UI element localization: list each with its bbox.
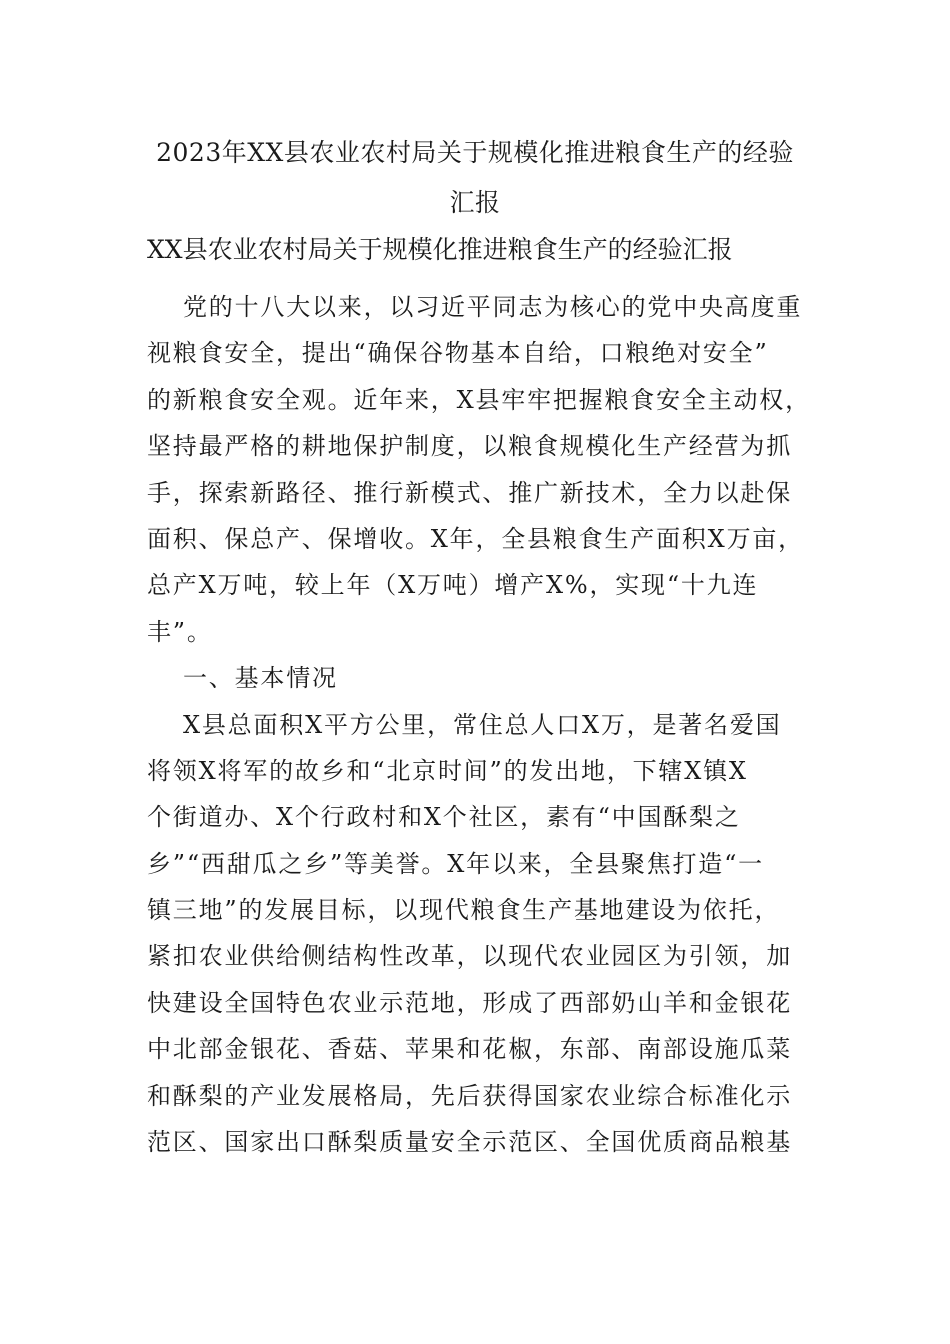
- paragraph-line: 快建设全国特色农业示范地，形成了西部奶山羊和金银花: [147, 988, 792, 1017]
- paragraph-line: 面积、保总产、保增收。X年，全县粮食生产面积X万亩，: [147, 524, 804, 553]
- paragraph-line: 丰”。: [147, 617, 213, 646]
- document-body: [147, 284, 815, 1165]
- paragraph-line: 乡”“西甜瓜之乡”等美誉。X年以来，全县聚焦打造“一: [147, 849, 764, 878]
- paragraph-line: 坚持最严格的耕地保护制度，以粮食规模化生产经营为抓: [147, 432, 792, 461]
- document-subtitle: XX县农业农村局关于规模化推进粮食生产的经验汇报: [147, 235, 733, 264]
- paragraph-line: 范区、国家出口酥梨质量安全示范区、全国优质商品粮基: [147, 1128, 792, 1157]
- paragraph-line: 视粮食安全，提出“确保谷物基本自给，口粮绝对安全”: [147, 339, 769, 368]
- paragraph-line: 紧扣农业供给侧结构性改革，以现代农业园区为引领，加: [147, 942, 792, 971]
- paragraph-line: 手，探索新路径、推行新模式、推广新技术，全力以赴保: [147, 478, 792, 507]
- paragraph-line: X县总面积X平方公里，常住总人口X万，是著名爱国: [183, 710, 782, 739]
- paragraph-line: 镇三地”的发展目标，以现代粮食生产基地建设为依托，: [147, 896, 781, 925]
- paragraph-line: 总产X万吨，较上年（X万吨）增产X%，实现“十九连: [147, 571, 759, 600]
- section-heading: 一、基本情况: [183, 664, 338, 693]
- paragraph-line: 和酥梨的产业发展格局，先后获得国家农业综合标准化示: [147, 1081, 792, 1110]
- paragraph-line: 党的十八大以来，以习近平同志为核心的党中央高度重: [183, 293, 803, 321]
- paragraph-line: 的新粮食安全观。近年来，X县牢牢把握粮食安全主动权，: [147, 385, 811, 414]
- paragraph-line: 个街道办、X个行政村和X个社区，素有“中国酥梨之: [147, 803, 741, 832]
- document-title: [140, 128, 810, 228]
- title-line-1: 2023年XX县农业农村局关于规模化推进粮食生产的经验: [156, 138, 794, 167]
- paragraph-line: 中北部金银花、香菇、苹果和花椒，东部、南部设施瓜菜: [147, 1035, 792, 1064]
- paragraph-line: 将领X将军的故乡和“北京时间”的发出地，下辖X镇X: [147, 756, 748, 785]
- title-line-2: 汇报: [449, 188, 501, 217]
